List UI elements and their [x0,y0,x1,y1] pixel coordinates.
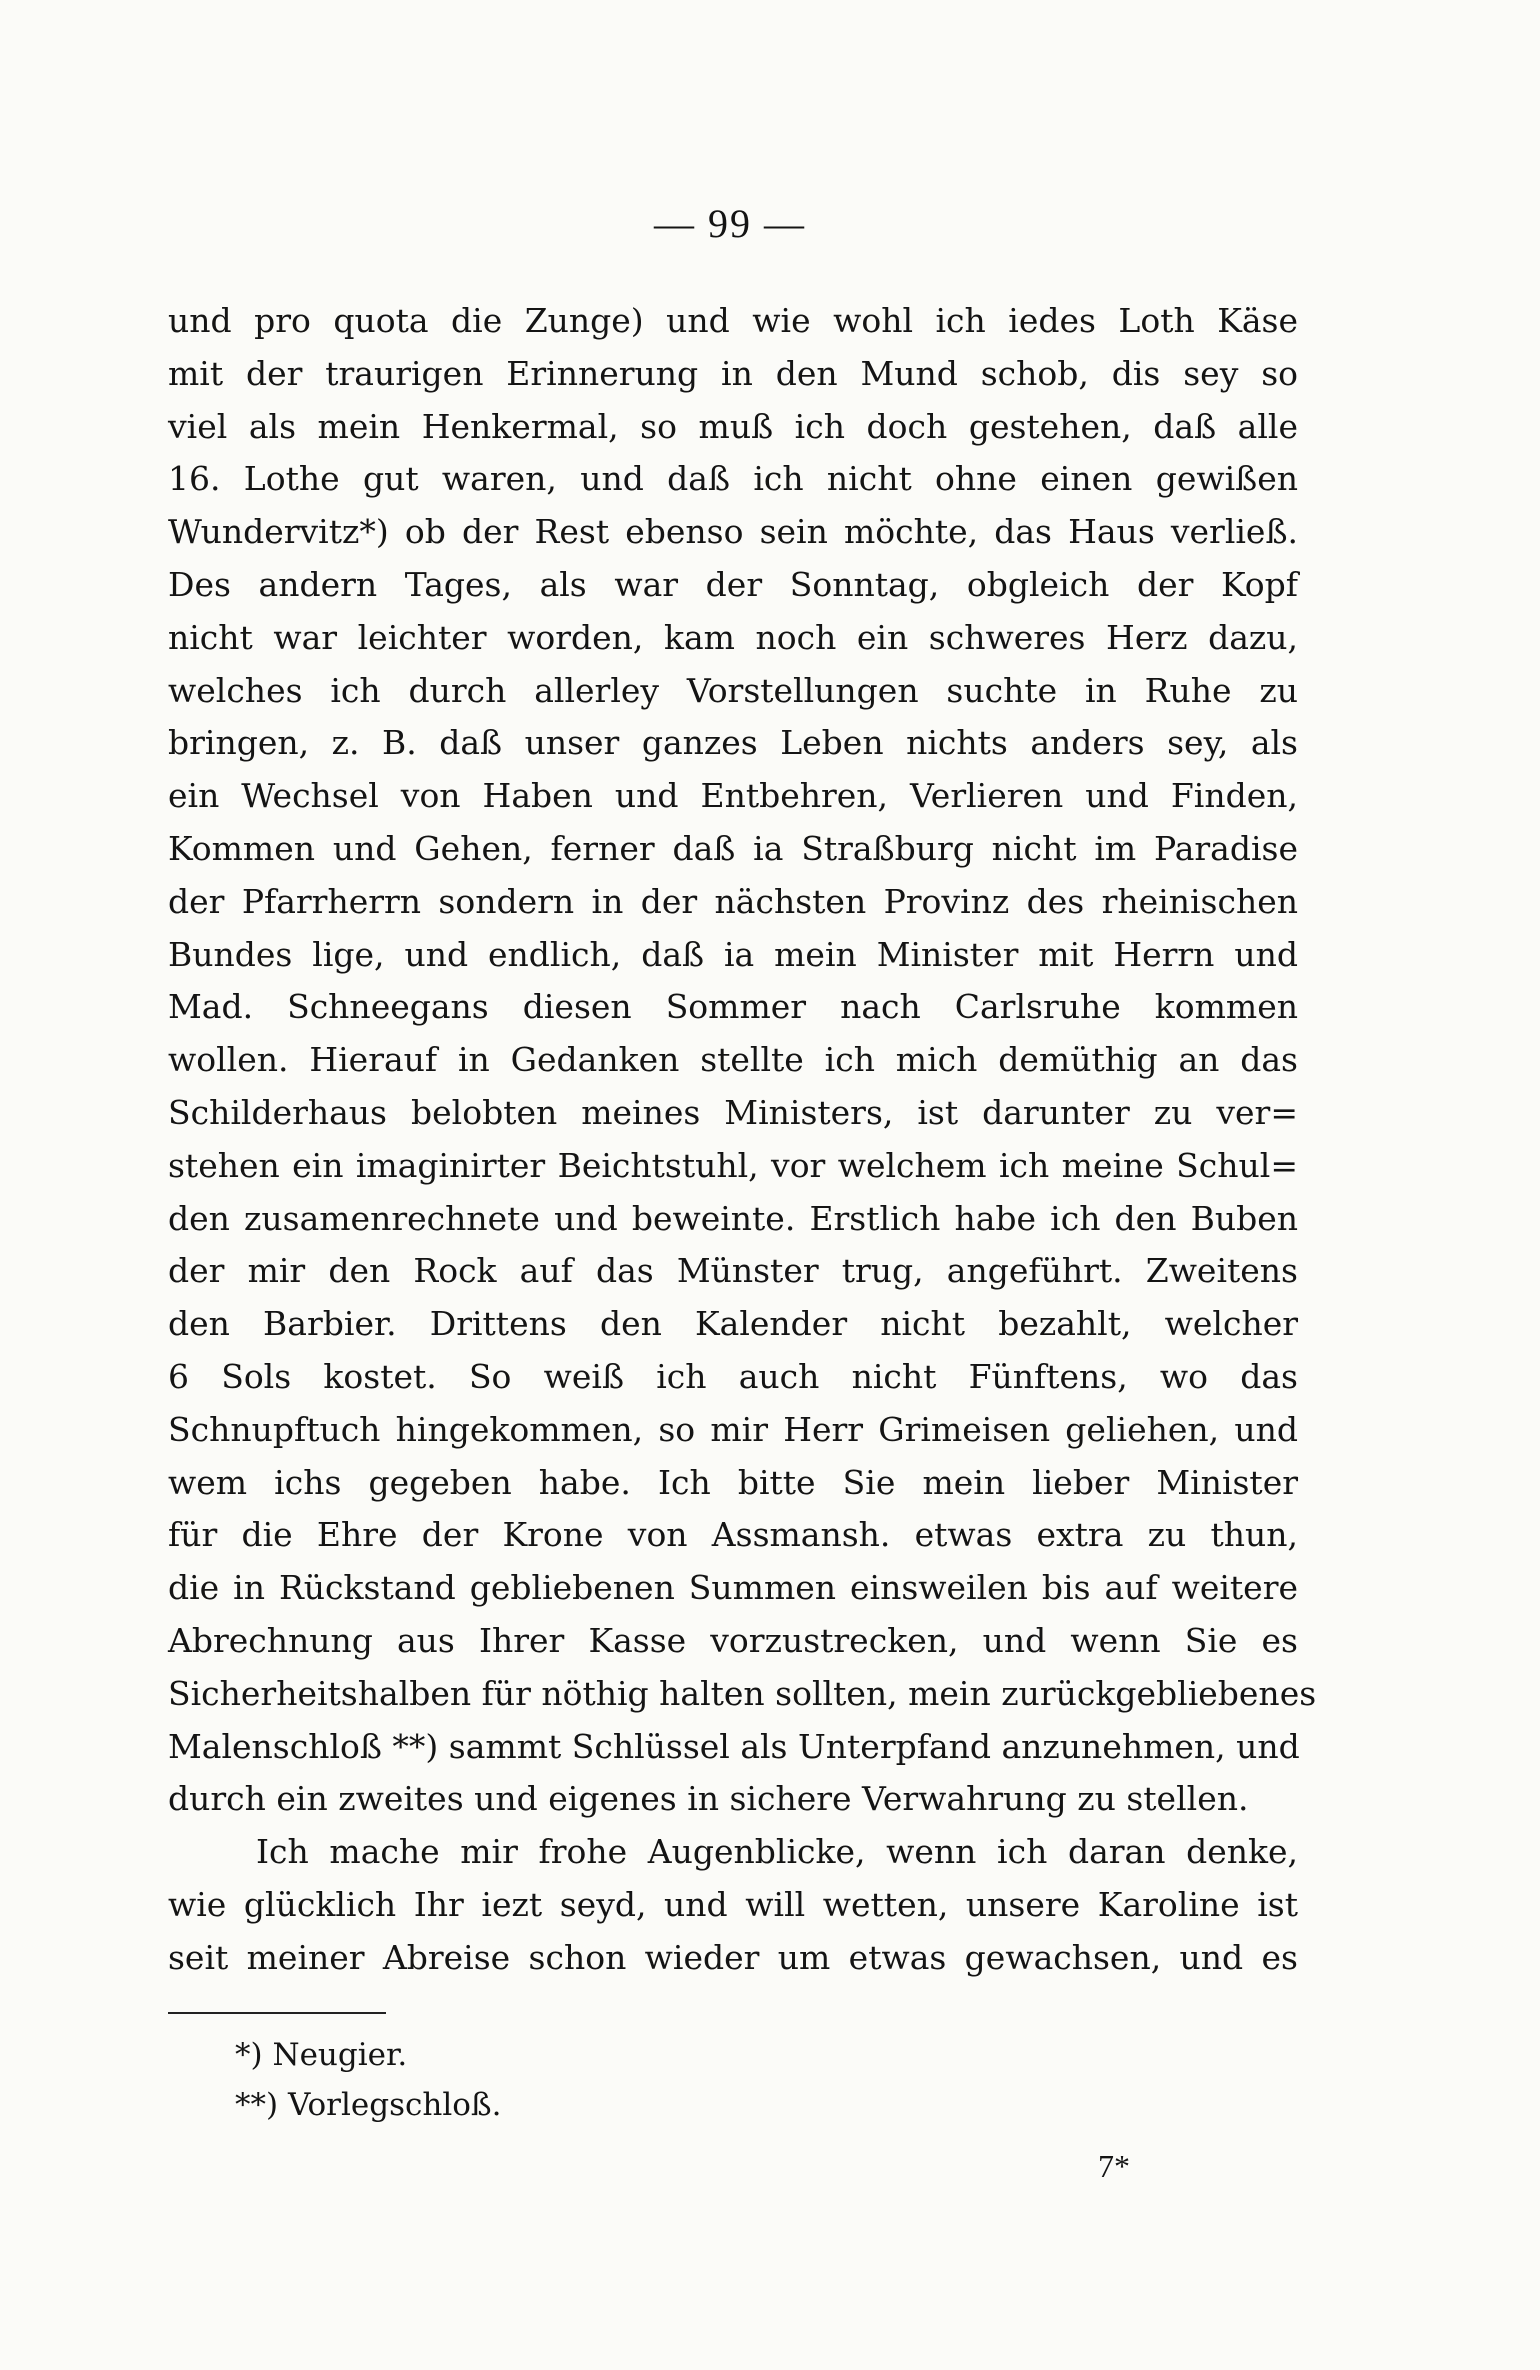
text-line: Schnupftuch hingekommen, so mir Herr Grimeisen geliehen, und [168,1409,1298,1449]
signature-mark: 7* [1098,2148,1130,2184]
text-line: Bundes lige, und endlich, daß ia mein Minister mit Herrn und [168,934,1298,974]
body-text [168,295,1317,1985]
text-line: Schilderhaus belobten meines Ministers, ist darunter zu ver= [168,1092,1298,1132]
footnote-divider [168,2012,386,2014]
text-line: durch ein zweites und eigenes in sichere Verwahrung zu stellen. [168,1779,1249,1819]
text-line: der Pfarrherrn sondern in der nächsten Provinz des rheinischen [168,881,1298,921]
text-line: welches ich durch allerley Vorstellungen suchte in Ruhe zu [168,670,1298,710]
text-line: bringen, z. B. daß unser ganzes Leben nichts anders sey, als [168,723,1298,763]
text-line: stehen ein imaginirter Beichtstuhl, vor welchem ich meine Schul= [168,1145,1298,1185]
text-line: wollen. Hierauf in Gedanken stellte ich mich demüthig an das [168,1040,1298,1080]
text-line: den Barbier. Drittens den Kalender nicht bezahlt, welcher [168,1304,1298,1344]
text-line: der mir den Rock auf das Münster trug, angeführt. Zweitens [168,1251,1298,1291]
text-line: Malenschloß **) sammt Schlüssel als Unterpfand anzunehmen, und [168,1726,1300,1766]
text-line: 6 Sols kostet. So weiß ich auch nicht Fünftens, wo das [168,1356,1298,1396]
text-line: Abrechnung aus Ihrer Kasse vorzustrecken, und wenn Sie es [168,1620,1298,1660]
text-line: 16. Lothe gut waren, und daß ich nicht ohne einen gewißen [168,459,1298,499]
page-number: — 99 — [654,201,806,246]
footnote: *) Neugier. [235,2037,408,2073]
text-line: für die Ehre der Krone von Assmansh. etwas extra zu thun, [168,1515,1298,1555]
text-line: nicht war leichter worden, kam noch ein schweres Herz dazu, [168,617,1298,657]
text-line: mit der traurigen Erinnerung in den Mund schob, dis sey so [168,353,1298,393]
text-line: Mad. Schneegans diesen Sommer nach Carlsruhe kommen [168,987,1298,1027]
footnotes [235,2030,501,2130]
footnote: **) Vorlegschloß. [235,2087,502,2123]
text-line: die in Rückstand gebliebenen Summen einsweilen bis auf weitere [168,1568,1298,1608]
text-line: und pro quota die Zunge) und wie wohl ich iedes Loth Käse [168,301,1298,340]
text-line: Des andern Tages, als war der Sonntag, obgleich der Kopf [168,564,1298,604]
text-line: Sicherheitshalben für nöthig halten sollten, mein zurückgebliebenes [168,1673,1317,1713]
text-line: viel als mein Henkermal, so muß ich doch gestehen, daß alle [168,406,1298,446]
text-line: den zusamenrechnete und beweinte. Erstlich habe ich den Buben [168,1198,1298,1238]
text-line: wie glücklich Ihr iezt seyd, und will wetten, unsere Karoline ist [168,1884,1298,1924]
text-line: Kommen und Gehen, ferner daß ia Straßburg nicht im Paradise [168,828,1298,868]
text-line: wem ichs gegeben habe. Ich bitte Sie mein lieber Minister [168,1462,1298,1502]
text-line: seit meiner Abreise schon wieder um etwas gewachsen, und es [168,1937,1298,1977]
text-line: ein Wechsel von Haben und Entbehren, Verlieren und Finden, [168,776,1298,816]
text-line-paragraph-start: Ich mache mir frohe Augenblicke, wenn ich daran denke, [256,1832,1298,1872]
text-line: Wundervitz*) ob der Rest ebenso sein möchte, das Haus verließ. [168,512,1298,552]
